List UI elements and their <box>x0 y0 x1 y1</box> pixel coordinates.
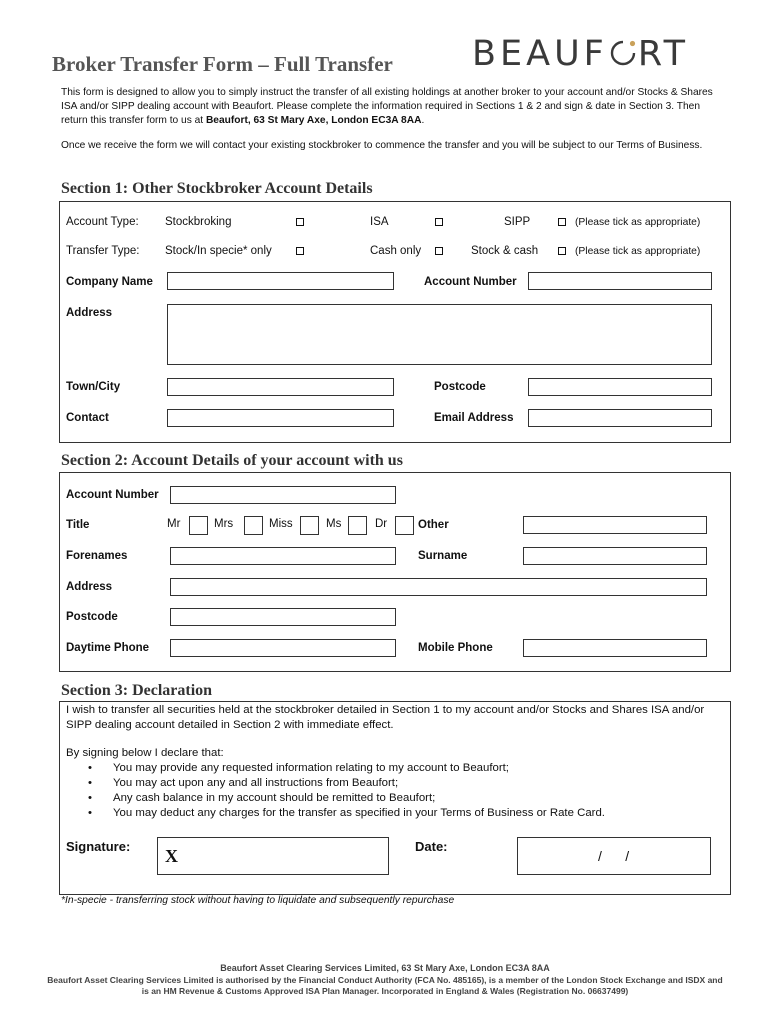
form-title: Broker Transfer Form – Full Transfer <box>52 52 393 76</box>
signature-label: Signature: <box>66 839 131 854</box>
bullet-icon: • <box>88 777 92 789</box>
title-ms-label: Ms <box>326 518 342 530</box>
forenames-field[interactable] <box>170 547 396 565</box>
title-miss-label: Miss <box>269 518 293 530</box>
bullet-icon: • <box>88 807 92 819</box>
tick-cash-only[interactable] <box>435 247 443 255</box>
title-other-field[interactable] <box>523 516 707 534</box>
title-dr-label: Dr <box>375 518 388 530</box>
declaration-intro: I wish to transfer all securities held at the stockbroker detailed in Section 1 to my account and/or Stocks and Shares ISA and/or SIPP dealing account detailed in Section 2 with immediate effect. <box>66 704 705 731</box>
broker-account-number-label: Account Number <box>424 276 517 288</box>
surname-field[interactable] <box>523 547 707 565</box>
tick-note-2: (Please tick as appropriate) <box>575 246 701 257</box>
declaration-bullet-1: You may provide any requested information relating to my account to Beaufort; <box>113 762 509 774</box>
logo-o-icon <box>608 37 638 67</box>
title-mrs-label: Mrs <box>214 518 234 530</box>
broker-postcode-label: Postcode <box>434 381 486 393</box>
tick-stock-and-cash[interactable] <box>558 247 566 255</box>
signature-field[interactable] <box>157 837 389 875</box>
intro-address: Beaufort, 63 St Mary Axe, London EC3A 8AA <box>205 115 422 126</box>
bullet-icon: • <box>88 792 92 804</box>
daytime-phone-field[interactable] <box>170 639 396 657</box>
option-stockbroking: Stockbroking <box>165 216 232 228</box>
daytime-phone-label: Daytime Phone <box>66 642 150 654</box>
address-field[interactable] <box>170 578 707 596</box>
title-dr-box[interactable] <box>395 516 414 535</box>
declaration-bullet-4: You may deduct any charges for the transfer as specified in your Terms of Business or Rate Card. <box>113 807 605 819</box>
bullet-icon: • <box>88 762 92 774</box>
company-name-field[interactable] <box>167 272 394 290</box>
title-ms-box[interactable] <box>348 516 367 535</box>
option-isa: ISA <box>370 216 389 228</box>
title-mr-box[interactable] <box>189 516 208 535</box>
postcode-field[interactable] <box>170 608 396 626</box>
footer-regulatory-2: is an HM Revenue & Customs Approved ISA Plan Manager. Incorporated in England & Wales (Registration No. 06637499) <box>141 986 629 996</box>
mobile-phone-field[interactable] <box>523 639 707 657</box>
intro-text: This form is designed to allow you to simply instruct the transfer of all existing holdings at another broker to your account and/or Stocks & Shares ISA and/or SIPP dealing account with Beaufort. Please complete the information required in Sections 1 & 2 and sign & date in Section 3. Then return this transfer form to us at <box>61 87 713 126</box>
tick-isa[interactable] <box>435 218 443 226</box>
account-type-label: Account Type: <box>66 216 139 228</box>
option-cash-only: Cash only <box>370 245 422 257</box>
surname-label: Surname <box>418 550 468 562</box>
footer-regulatory-1: Beaufort Asset Clearing Services Limited is authorised by the Financial Conduct Authority (FCA No. 485165), is a member of the London Stock Exchange and ISDX and <box>47 975 723 985</box>
signature-mark: X <box>165 846 178 866</box>
logo-text-left: BEAUF <box>472 34 608 74</box>
address-label: Address <box>66 581 113 593</box>
logo-text-right: RT <box>637 34 689 74</box>
section2-heading: Section 2: Account Details of your account with us <box>61 452 403 469</box>
title-label: Title <box>66 519 90 531</box>
account-number-label: Account Number <box>66 489 159 501</box>
intro-paragraph <box>61 86 725 128</box>
intro-paragraph-2: Once we receive the form we will contact your existing stockbroker to commence the transfer and you will be subject to our Terms of Business. <box>61 140 703 151</box>
postcode-label: Postcode <box>66 611 118 623</box>
date-field[interactable] <box>517 837 711 875</box>
town-city-field[interactable] <box>167 378 394 396</box>
date-separators: / / <box>598 848 630 864</box>
beaufort-logo <box>472 34 689 74</box>
title-mr-label: Mr <box>167 518 181 530</box>
contact-field[interactable] <box>167 409 394 427</box>
tick-note-1: (Please tick as appropriate) <box>575 217 701 228</box>
company-name-label: Company Name <box>66 276 153 288</box>
broker-account-number-field[interactable] <box>528 272 712 290</box>
town-city-label: Town/City <box>66 381 121 393</box>
transfer-type-label: Transfer Type: <box>66 245 140 257</box>
forenames-label: Forenames <box>66 550 128 562</box>
declaration-statement: By signing below I declare that: <box>66 747 224 759</box>
broker-postcode-field[interactable] <box>528 378 712 396</box>
broker-address-label: Address <box>66 307 113 319</box>
option-stock-and-cash: Stock & cash <box>471 245 539 257</box>
declaration-bullet-2: You may act upon any and all instructions from Beaufort; <box>113 777 399 789</box>
broker-address-field[interactable] <box>167 304 712 365</box>
tick-sipp[interactable] <box>558 218 566 226</box>
title-other-label: Other <box>418 519 449 531</box>
title-miss-box[interactable] <box>300 516 319 535</box>
section1-heading: Section 1: Other Stockbroker Account Details <box>61 180 373 197</box>
tick-stockbroking[interactable] <box>296 218 304 226</box>
contact-label: Contact <box>66 412 109 424</box>
account-number-field[interactable] <box>170 486 396 504</box>
section3-heading: Section 3: Declaration <box>61 682 213 699</box>
email-label: Email Address <box>434 412 514 424</box>
email-field[interactable] <box>528 409 712 427</box>
option-stock-in-specie: Stock/In specie* only <box>165 245 272 257</box>
intro-period: . <box>421 115 425 126</box>
title-mrs-box[interactable] <box>244 516 263 535</box>
option-sipp: SIPP <box>504 216 531 228</box>
mobile-phone-label: Mobile Phone <box>418 642 493 654</box>
footer-address: Beaufort Asset Clearing Services Limited, 63 St Mary Axe, London EC3A 8AA <box>220 963 550 973</box>
date-label: Date: <box>415 839 448 854</box>
declaration-bullet-3: Any cash balance in my account should be remitted to Beaufort; <box>113 792 436 804</box>
in-specie-footnote: *In-specie - transferring stock without having to liquidate and subsequently repurchase <box>61 895 455 906</box>
tick-stock-in-specie[interactable] <box>296 247 304 255</box>
